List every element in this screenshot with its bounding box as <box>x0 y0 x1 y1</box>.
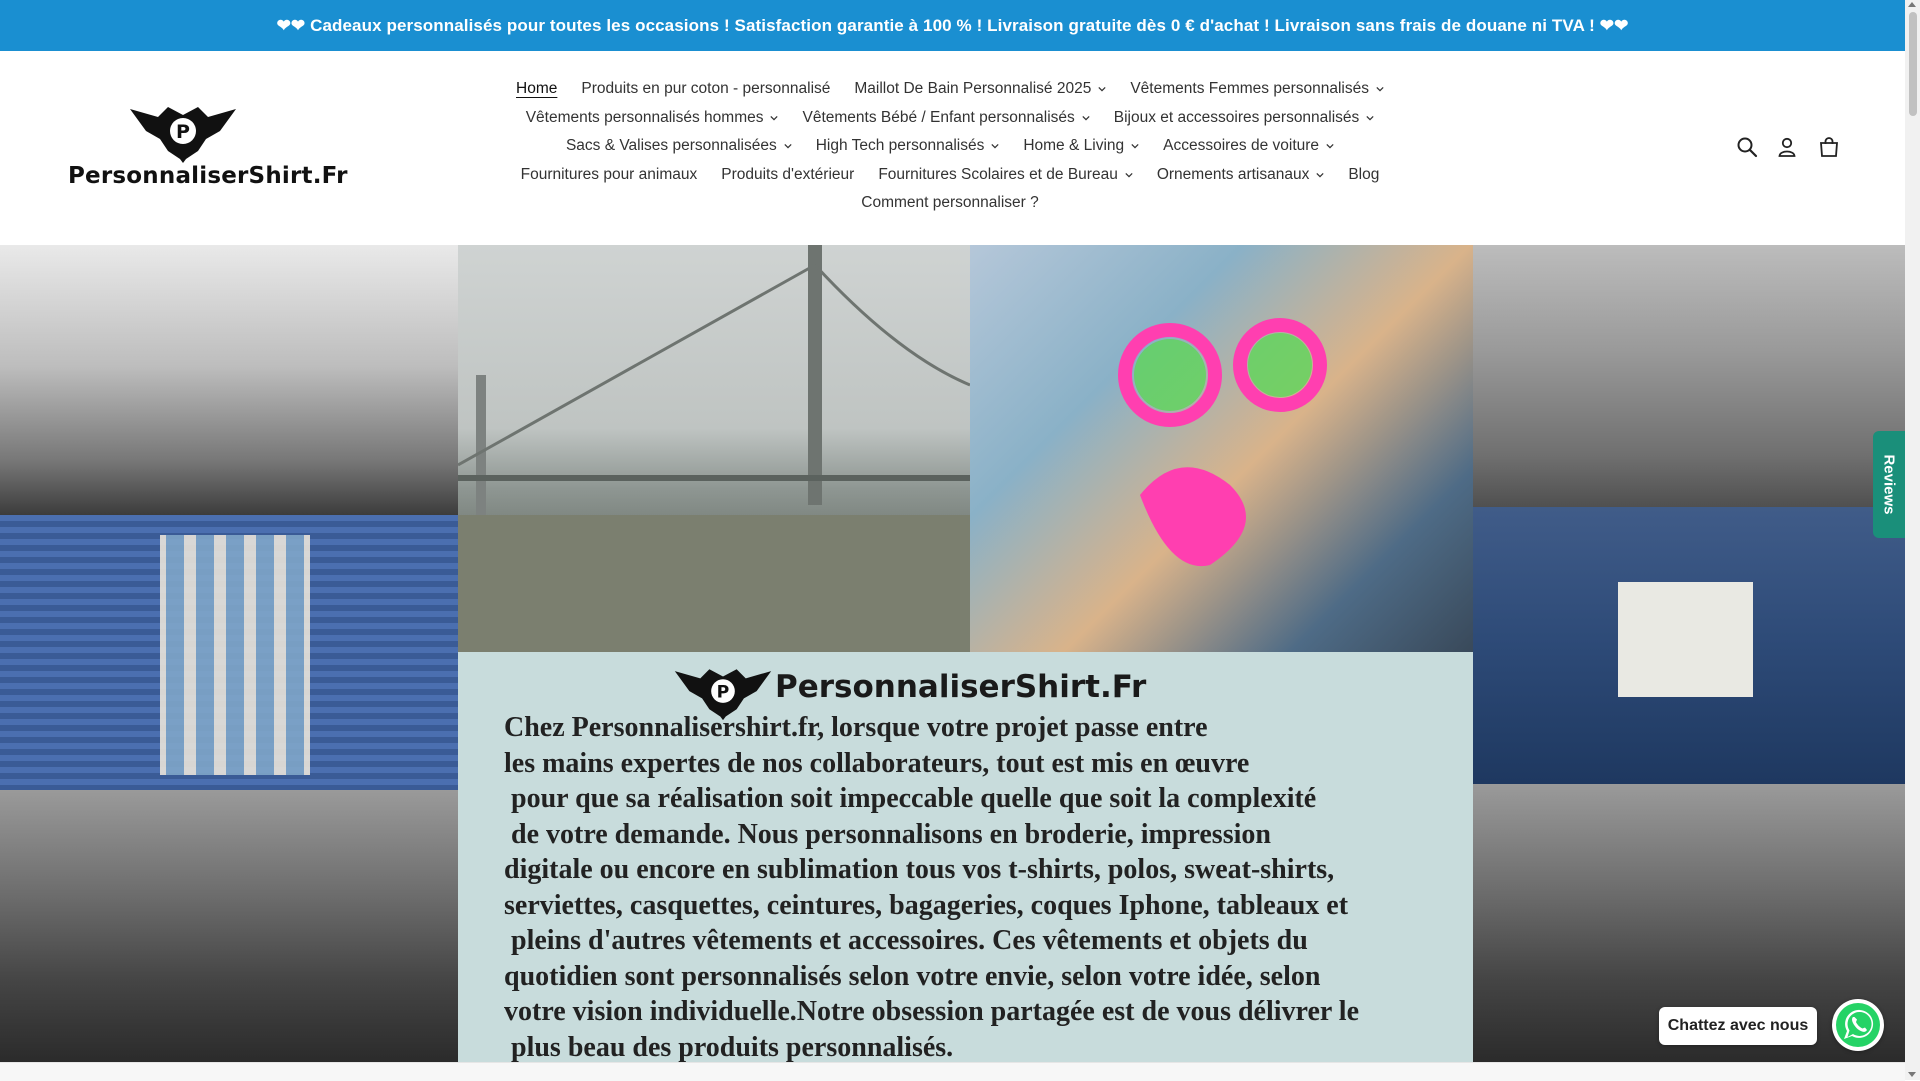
chevron-down-icon <box>1131 142 1139 150</box>
nav-item-comment-personnaliser[interactable] <box>861 194 1038 212</box>
panel-logo-text: PersonnaliserShirt.Fr <box>775 669 1147 705</box>
about-text-line: les mains expertes de nos collaborateurs, tout est mis en œuvre <box>504 747 1250 779</box>
site-logo[interactable] <box>68 101 348 211</box>
nav-item-label: High Tech personnalisés <box>815 137 985 155</box>
nav-item-accessoires-de-voiture[interactable] <box>1163 137 1334 155</box>
chevron-down-icon <box>1316 171 1324 179</box>
nav-item-label: Comment personnaliser ? <box>861 194 1039 212</box>
whatsapp-icon <box>1834 1001 1882 1049</box>
about-text-line: digitale ou encore en sublimation tous vos t-shirts, polos, sweat-shirts, <box>504 854 1335 885</box>
scroll-down-icon[interactable] <box>1908 1072 1916 1077</box>
nav-item-high-tech-personnalises[interactable] <box>816 137 1000 155</box>
nav-item-blog[interactable] <box>1348 166 1379 184</box>
search-icon[interactable] <box>1733 133 1761 161</box>
nav-item-label: Ornements artisanaux <box>1156 165 1310 183</box>
nav-item-maillot-de-bain-personnalise-2025[interactable] <box>854 80 1106 98</box>
chevron-down-icon <box>1082 114 1090 122</box>
chat-bubble[interactable] <box>1659 1007 1817 1045</box>
about-text-line: quotidien sont personnalisés selon votre envie, selon votre idée, selon <box>504 960 1321 992</box>
nav-item-sacs-valises-personnalisees[interactable] <box>566 137 792 155</box>
announcement-text: ❤❤ Cadeaux personnalisés pour toutes les occasions ! Satisfaction garantie à 100 % ! Livraison gratuite dès 0 € d'achat ! Livraison sans frais de douane ni TVA ! ❤❤ <box>276 15 1629 35</box>
nav-item-label: Produits en pur coton - personnalisé <box>581 80 831 98</box>
team-photo-wall <box>1473 507 1905 784</box>
nav-item-label: Fournitures Scolaires et de Bureau <box>878 165 1118 183</box>
team-photo-poster <box>0 515 458 790</box>
nav-item-label: Vêtements Femmes personnalisés <box>1130 80 1369 98</box>
nav-row <box>490 75 1410 104</box>
eagle-logo-icon <box>128 101 238 163</box>
about-text-line: de votre demande. Nous personnalisons en broderie, impression <box>504 818 1271 850</box>
nav-item-label: Produits d'extérieur <box>721 165 855 183</box>
logo-emblem-letter: P <box>176 121 190 143</box>
nav-item-label: Sacs & Valises personnalisées <box>565 137 777 155</box>
nav-item-vetements-personnalises-hommes[interactable] <box>526 109 779 127</box>
about-text-line: pleins d'autres vêtements et accessoires. Ces vêtements et objets du <box>504 925 1308 956</box>
hero-banner <box>0 245 1905 1062</box>
scroll-up-icon[interactable] <box>1908 2 1916 7</box>
nav-item-label: Fournitures pour animaux <box>520 165 698 183</box>
team-photo-bridge <box>458 245 970 652</box>
team-photo-office <box>0 245 458 515</box>
main-navigation <box>490 75 1410 218</box>
panel-logo-emblem-letter: P <box>716 682 730 703</box>
vertical-scrollbar[interactable] <box>1905 0 1920 1080</box>
nav-item-label: Home <box>516 80 558 98</box>
team-photo-glasses <box>970 245 1473 652</box>
nav-row <box>490 104 1410 133</box>
about-text-line: serviettes, casquettes, ceintures, bagageries, coques Iphone, tableaux et <box>504 889 1349 921</box>
nav-item-fournitures-scolaires-et-de-bureau[interactable] <box>878 166 1133 184</box>
nav-item-label: Home & Living <box>1023 137 1125 155</box>
nav-item-label: Blog <box>1348 165 1380 183</box>
nav-item-bijoux-et-accessoires-personnalises[interactable] <box>1114 109 1375 127</box>
whatsapp-button[interactable] <box>1832 999 1884 1051</box>
chevron-down-icon <box>1326 142 1334 150</box>
chevron-down-icon <box>991 142 999 150</box>
about-text-line: Chez Personnalisershirt.fr, lorsque votre projet passe entre <box>504 712 1208 743</box>
team-photo-party <box>0 790 458 1062</box>
nav-item-label: Vêtements Bébé / Enfant personnalisés <box>802 108 1075 126</box>
about-text <box>504 710 1479 1062</box>
logo-text: PersonnaliserShirt.Fr <box>68 163 348 189</box>
about-text-line: votre vision individuelle.Notre obsession partagée est de vous délivrer le <box>504 996 1360 1027</box>
nav-item-fournitures-pour-animaux[interactable] <box>521 166 698 184</box>
scroll-thumb[interactable] <box>1909 12 1917 116</box>
chevron-down-icon <box>1376 85 1384 93</box>
nav-item-label: Accessoires de voiture <box>1163 137 1320 155</box>
reviews-tab[interactable] <box>1873 431 1905 538</box>
about-text-line: plus beau des produits personnalisés. <box>504 1031 954 1062</box>
nav-item-home-living[interactable] <box>1023 137 1139 155</box>
chevron-down-icon <box>1125 171 1133 179</box>
nav-row <box>490 189 1410 218</box>
bridge-silhouette-icon <box>458 245 970 652</box>
nav-item-ornements-artisanaux[interactable] <box>1157 166 1325 184</box>
nav-item-label: Maillot De Bain Personnalisé 2025 <box>854 80 1092 98</box>
chevron-down-icon <box>1098 85 1106 93</box>
chevron-down-icon <box>1366 114 1374 122</box>
about-text-line: pour que sa réalisation soit impeccable quelle que soit la complexité <box>504 783 1317 814</box>
nav-item-produits-en-pur-coton-personnalise[interactable] <box>581 80 830 98</box>
chat-label: Chattez avec nous <box>1667 1017 1809 1034</box>
cart-icon[interactable] <box>1815 133 1843 161</box>
about-text-panel <box>458 652 1473 1062</box>
announcement-bar <box>0 0 1905 51</box>
account-icon[interactable] <box>1773 133 1801 161</box>
nav-item-produits-d-exterieur[interactable] <box>721 166 854 184</box>
nav-item-home[interactable] <box>516 80 557 98</box>
horizontal-scrollbar[interactable] <box>0 1062 1905 1081</box>
flamingo-prop-icon <box>970 245 1473 652</box>
nav-item-vetements-femmes-personnalises[interactable] <box>1130 80 1384 98</box>
team-photo-tote <box>1473 245 1905 507</box>
nav-row <box>490 132 1410 161</box>
nav-item-vetements-bebe-enfant-personnalises[interactable] <box>802 109 1089 127</box>
chevron-down-icon <box>770 114 778 122</box>
reviews-tab-label: Reviews <box>1880 454 1898 515</box>
chevron-down-icon <box>784 142 792 150</box>
nav-item-label: Vêtements personnalisés hommes <box>525 108 764 126</box>
nav-row <box>490 161 1410 190</box>
site-header <box>0 51 1905 245</box>
nav-item-label: Bijoux et accessoires personnalisés <box>1113 108 1360 126</box>
